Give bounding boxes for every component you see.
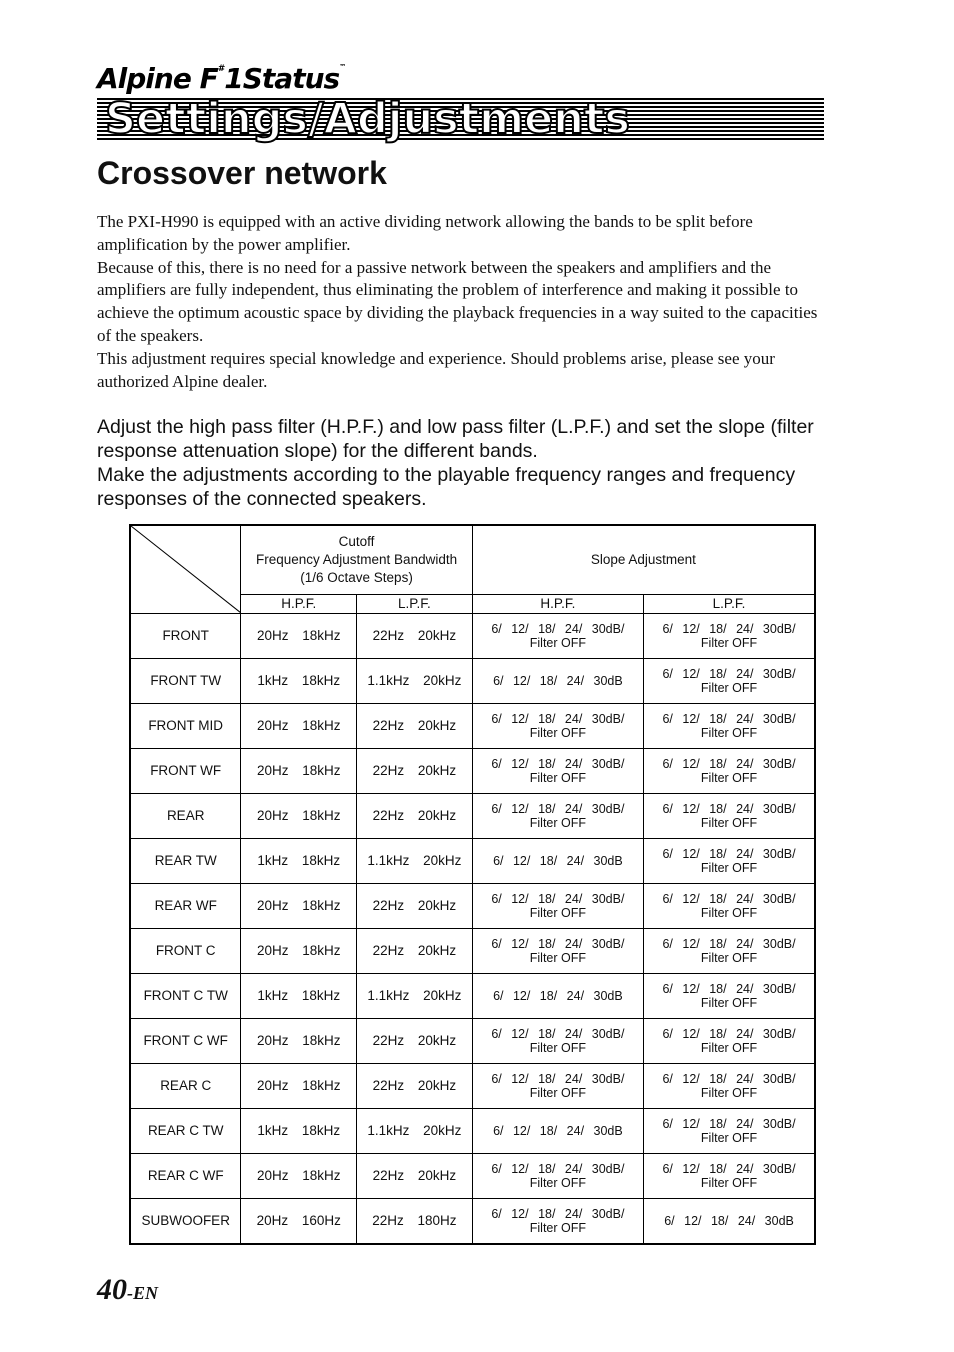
brand-tm: ™ bbox=[339, 63, 346, 71]
slope-filter-off: Filter OFF bbox=[529, 950, 587, 965]
cutoff-header-line: Frequency Adjustment Bandwidth bbox=[255, 551, 458, 567]
brand-rest: 1Status bbox=[224, 62, 340, 95]
slope-lpf-cell bbox=[644, 883, 815, 928]
subheader-cutoff-lpf: L.P.F. bbox=[357, 594, 473, 613]
slope-values: 6/ 12/ 18/ 24/ 30dB bbox=[493, 1123, 623, 1138]
intro-paragraph: The PXI-H990 is equipped with an active dividing network allowing the bands to be split before amplification by the power amplifier. bbox=[97, 212, 753, 254]
band-name-cell: FRONT MID bbox=[130, 703, 241, 748]
band-name-cell: FRONT C WF bbox=[130, 1018, 241, 1063]
table-row bbox=[130, 1018, 815, 1063]
slope-values: 6/ 12/ 18/ 24/ 30dB bbox=[664, 1213, 794, 1228]
band-name-cell: FRONT C TW bbox=[130, 973, 241, 1018]
slope-filter-off: Filter OFF bbox=[529, 770, 587, 785]
table-row bbox=[130, 928, 815, 973]
subheader-slope-lpf: L.P.F. bbox=[644, 594, 815, 613]
cutoff-header-line: Cutoff bbox=[338, 533, 375, 549]
crossover-table bbox=[129, 524, 816, 1245]
slope-filter-off: Filter OFF bbox=[529, 1085, 587, 1100]
cutoff-lpf-cell: 22Hz 20kHz bbox=[357, 1153, 473, 1198]
slope-values: 6/ 12/ 18/ 24/ 30dB/ bbox=[491, 756, 625, 771]
cutoff-lpf-cell: 1.1kHz 20kHz bbox=[357, 658, 473, 703]
slope-values: 6/ 12/ 18/ 24/ 30dB/ bbox=[491, 711, 625, 726]
table-row bbox=[130, 703, 815, 748]
slope-hpf-cell bbox=[472, 658, 643, 703]
table-row bbox=[130, 748, 815, 793]
cutoff-hpf-cell: 1kHz 18kHz bbox=[241, 658, 357, 703]
slope-values: 6/ 12/ 18/ 24/ 30dB/ bbox=[662, 846, 796, 861]
table-row bbox=[130, 658, 815, 703]
table-row bbox=[130, 883, 815, 928]
slope-filter-off: Filter OFF bbox=[529, 905, 587, 920]
section-title: Crossover network bbox=[97, 155, 387, 191]
slope-lpf-cell bbox=[644, 838, 815, 883]
intro-text bbox=[97, 211, 827, 393]
band-name-cell: FRONT WF bbox=[130, 748, 241, 793]
cutoff-hpf-cell: 20Hz 18kHz bbox=[241, 1018, 357, 1063]
cutoff-lpf-cell: 22Hz 20kHz bbox=[357, 613, 473, 658]
banner-title: Settings/Adjustments bbox=[105, 94, 630, 144]
slope-filter-off: Filter OFF bbox=[529, 1175, 587, 1190]
cutoff-lpf-cell: 22Hz 20kHz bbox=[357, 883, 473, 928]
slope-values: 6/ 12/ 18/ 24/ 30dB/ bbox=[491, 801, 625, 816]
slope-filter-off: Filter OFF bbox=[700, 905, 758, 920]
slope-hpf-cell bbox=[472, 1198, 643, 1244]
slope-values: 6/ 12/ 18/ 24/ 30dB bbox=[493, 673, 623, 688]
cutoff-lpf-cell: 1.1kHz 20kHz bbox=[357, 1108, 473, 1153]
table-row bbox=[130, 793, 815, 838]
slope-hpf-cell bbox=[472, 613, 643, 658]
band-name-cell: REAR WF bbox=[130, 883, 241, 928]
slope-lpf-cell bbox=[644, 1063, 815, 1108]
band-name-cell: REAR TW bbox=[130, 838, 241, 883]
band-name-cell: FRONT C bbox=[130, 928, 241, 973]
page-number-value: 40 bbox=[97, 1273, 127, 1306]
cutoff-hpf-cell: 20Hz 18kHz bbox=[241, 1063, 357, 1108]
cutoff-hpf-cell: 20Hz 18kHz bbox=[241, 613, 357, 658]
slope-lpf-cell bbox=[644, 928, 815, 973]
slope-values: 6/ 12/ 18/ 24/ 30dB/ bbox=[662, 891, 796, 906]
cutoff-lpf-cell: 1.1kHz 20kHz bbox=[357, 973, 473, 1018]
cutoff-hpf-cell: 1kHz 18kHz bbox=[241, 973, 357, 1018]
slope-lpf-cell bbox=[644, 1018, 815, 1063]
subheader-cutoff-hpf: H.P.F. bbox=[241, 594, 357, 613]
cutoff-lpf-cell: 22Hz 20kHz bbox=[357, 1063, 473, 1108]
cutoff-lpf-cell: 22Hz 20kHz bbox=[357, 928, 473, 973]
cutoff-header bbox=[241, 525, 472, 594]
slope-hpf-cell bbox=[472, 928, 643, 973]
slope-lpf-cell bbox=[644, 658, 815, 703]
slope-values: 6/ 12/ 18/ 24/ 30dB/ bbox=[491, 936, 625, 951]
slope-filter-off: Filter OFF bbox=[529, 725, 587, 740]
diagonal-divider bbox=[131, 526, 240, 613]
band-name-cell: REAR C WF bbox=[130, 1153, 241, 1198]
brand-main: Alpine F bbox=[97, 62, 218, 95]
band-name-cell: REAR C bbox=[130, 1063, 241, 1108]
cutoff-header-line: (1/6 Octave Steps) bbox=[300, 569, 413, 585]
slope-hpf-cell bbox=[472, 973, 643, 1018]
slope-values: 6/ 12/ 18/ 24/ 30dB/ bbox=[662, 1116, 796, 1131]
slope-filter-off: Filter OFF bbox=[700, 1085, 758, 1100]
intro-paragraph: Because of this, there is no need for a passive network between the speakers and amplifiers and the amplifiers are fully independent, thus eliminating the problem of interference and making it possible to achieve the optimum acoustic space by dividing the playback frequencies in a way suited to the capacities of the speakers. bbox=[97, 257, 818, 345]
slope-filter-off: Filter OFF bbox=[700, 635, 758, 650]
table-row bbox=[130, 1063, 815, 1108]
slope-values: 6/ 12/ 18/ 24/ 30dB bbox=[493, 853, 623, 868]
slope-hpf-cell bbox=[472, 883, 643, 928]
slope-lpf-cell bbox=[644, 1198, 815, 1244]
slope-values: 6/ 12/ 18/ 24/ 30dB/ bbox=[491, 1026, 625, 1041]
slope-filter-off: Filter OFF bbox=[700, 680, 758, 695]
subheader-slope-hpf: H.P.F. bbox=[472, 594, 643, 613]
band-name-cell: SUBWOOFER bbox=[130, 1198, 241, 1244]
slope-filter-off: Filter OFF bbox=[700, 815, 758, 830]
slope-values: 6/ 12/ 18/ 24/ 30dB/ bbox=[662, 756, 796, 771]
slope-values: 6/ 12/ 18/ 24/ 30dB/ bbox=[491, 1071, 625, 1086]
slope-hpf-cell bbox=[472, 1108, 643, 1153]
slope-values: 6/ 12/ 18/ 24/ 30dB/ bbox=[491, 891, 625, 906]
slope-filter-off: Filter OFF bbox=[700, 860, 758, 875]
table-corner-cell bbox=[130, 525, 241, 613]
table-row bbox=[130, 973, 815, 1018]
slope-hpf-cell bbox=[472, 703, 643, 748]
slope-values: 6/ 12/ 18/ 24/ 30dB/ bbox=[662, 666, 796, 681]
slope-values: 6/ 12/ 18/ 24/ 30dB/ bbox=[491, 1161, 625, 1176]
page-number-suffix: -EN bbox=[127, 1283, 158, 1303]
slope-hpf-cell bbox=[472, 748, 643, 793]
slope-hpf-cell bbox=[472, 1018, 643, 1063]
cutoff-hpf-cell: 1kHz 18kHz bbox=[241, 1108, 357, 1153]
slope-filter-off: Filter OFF bbox=[529, 1040, 587, 1055]
slope-hpf-cell bbox=[472, 1063, 643, 1108]
slope-values: 6/ 12/ 18/ 24/ 30dB/ bbox=[662, 801, 796, 816]
slope-filter-off: Filter OFF bbox=[700, 1130, 758, 1145]
table-row bbox=[130, 1198, 815, 1244]
cutoff-hpf-cell: 20Hz 18kHz bbox=[241, 928, 357, 973]
slope-lpf-cell bbox=[644, 1108, 815, 1153]
cutoff-lpf-cell: 22Hz 20kHz bbox=[357, 1018, 473, 1063]
slope-filter-off: Filter OFF bbox=[700, 950, 758, 965]
intro-paragraph: This adjustment requires special knowledge and experience. Should problems arise, please see your authorized Alpine dealer. bbox=[97, 348, 775, 391]
slope-lpf-cell bbox=[644, 748, 815, 793]
slope-lpf-cell bbox=[644, 973, 815, 1018]
cutoff-lpf-cell: 22Hz 20kHz bbox=[357, 703, 473, 748]
cutoff-hpf-cell: 1kHz 18kHz bbox=[241, 838, 357, 883]
slope-values: 6/ 12/ 18/ 24/ 30dB/ bbox=[491, 1206, 625, 1221]
slope-values: 6/ 12/ 18/ 24/ 30dB bbox=[493, 988, 623, 1003]
brand-logo bbox=[97, 62, 345, 95]
cutoff-hpf-cell: 20Hz 18kHz bbox=[241, 703, 357, 748]
slope-filter-off: Filter OFF bbox=[529, 815, 587, 830]
slope-values: 6/ 12/ 18/ 24/ 30dB/ bbox=[662, 1071, 796, 1086]
slope-filter-off: Filter OFF bbox=[700, 1175, 758, 1190]
slope-lpf-cell bbox=[644, 793, 815, 838]
cutoff-lpf-cell: 22Hz 180Hz bbox=[357, 1198, 473, 1244]
slope-header: Slope Adjustment bbox=[472, 525, 815, 594]
band-name-cell: FRONT bbox=[130, 613, 241, 658]
cutoff-hpf-cell: 20Hz 18kHz bbox=[241, 748, 357, 793]
settings-banner bbox=[97, 94, 824, 144]
band-name-cell: FRONT TW bbox=[130, 658, 241, 703]
instruction-paragraph: Make the adjustments according to the playable frequency ranges and frequency responses of the connected speakers. bbox=[97, 464, 796, 510]
slope-values: 6/ 12/ 18/ 24/ 30dB/ bbox=[662, 981, 796, 996]
cutoff-lpf-cell: 22Hz 20kHz bbox=[357, 793, 473, 838]
table-row bbox=[130, 613, 815, 658]
slope-hpf-cell bbox=[472, 838, 643, 883]
slope-filter-off: Filter OFF bbox=[529, 635, 587, 650]
page-number bbox=[97, 1273, 158, 1307]
cutoff-lpf-cell: 1.1kHz 20kHz bbox=[357, 838, 473, 883]
slope-filter-off: Filter OFF bbox=[700, 770, 758, 785]
slope-lpf-cell bbox=[644, 1153, 815, 1198]
cutoff-hpf-cell: 20Hz 160Hz bbox=[241, 1198, 357, 1244]
table-row bbox=[130, 1153, 815, 1198]
slope-lpf-cell bbox=[644, 703, 815, 748]
slope-values: 6/ 12/ 18/ 24/ 30dB/ bbox=[491, 621, 625, 636]
cutoff-hpf-cell: 20Hz 18kHz bbox=[241, 793, 357, 838]
instruction-paragraph: Adjust the high pass filter (H.P.F.) and low pass filter (L.P.F.) and set the slope (filter response attenuation slope) for the different bands. bbox=[97, 416, 814, 462]
slope-values: 6/ 12/ 18/ 24/ 30dB/ bbox=[662, 1161, 796, 1176]
band-name-cell: REAR bbox=[130, 793, 241, 838]
slope-filter-off: Filter OFF bbox=[700, 995, 758, 1010]
slope-filter-off: Filter OFF bbox=[700, 1040, 758, 1055]
band-name-cell: REAR C TW bbox=[130, 1108, 241, 1153]
slope-values: 6/ 12/ 18/ 24/ 30dB/ bbox=[662, 621, 796, 636]
slope-values: 6/ 12/ 18/ 24/ 30dB/ bbox=[662, 711, 796, 726]
slope-lpf-cell bbox=[644, 613, 815, 658]
table-header-row bbox=[130, 525, 815, 594]
slope-hpf-cell bbox=[472, 793, 643, 838]
slope-hpf-cell bbox=[472, 1153, 643, 1198]
slope-values: 6/ 12/ 18/ 24/ 30dB/ bbox=[662, 936, 796, 951]
cutoff-hpf-cell: 20Hz 18kHz bbox=[241, 1153, 357, 1198]
slope-values: 6/ 12/ 18/ 24/ 30dB/ bbox=[662, 1026, 796, 1041]
instructions-text bbox=[97, 415, 827, 511]
table-row bbox=[130, 1108, 815, 1153]
slope-filter-off: Filter OFF bbox=[529, 1220, 587, 1235]
cutoff-lpf-cell: 22Hz 20kHz bbox=[357, 748, 473, 793]
table-row bbox=[130, 838, 815, 883]
cutoff-hpf-cell: 20Hz 18kHz bbox=[241, 883, 357, 928]
slope-filter-off: Filter OFF bbox=[700, 725, 758, 740]
brand-sup: # bbox=[217, 64, 225, 74]
